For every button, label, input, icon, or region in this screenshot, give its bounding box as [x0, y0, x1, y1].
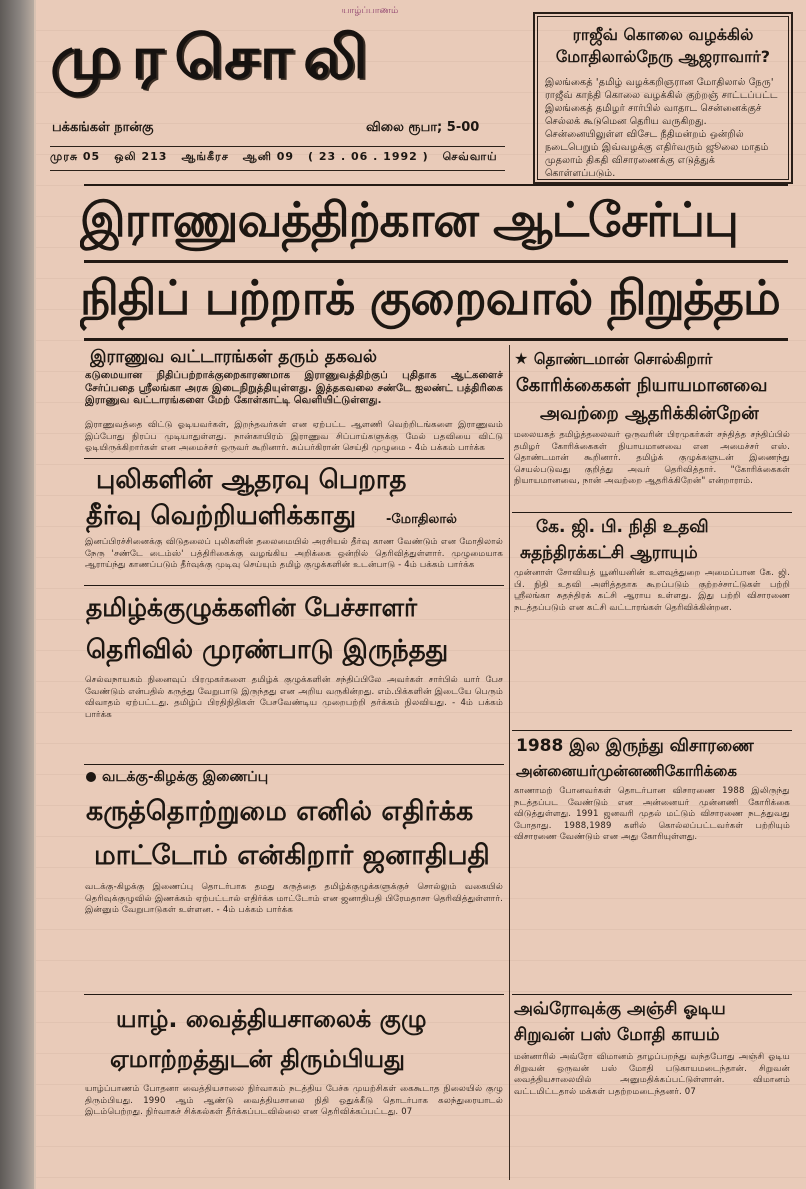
divider [512, 994, 792, 995]
divider [84, 585, 504, 586]
right2-body: முன்னாள் சோவியத் யூனியனின் உளவுத்துறை அமைப்பான கே. ஜி. பி. நிதி உதவி அளித்ததாக கூறப்படும் குற்றச்சாட்டுகள் பற்றி ஸ்ரீலங்கா சுதந்திரக் கட்சி ஆராய உள்ளது. இது பற்றி விசாரணை நடத்தப்படும் என கட்சி வட்டாரங்கள் தெரிவிக்கின்றன. [514, 568, 790, 613]
story4-body: வடக்கு-கிழக்கு இணைப்பு தொடர்பாக தமது கருத்தை தமிழ்க்குழுக்களுக்குச் சொல்லும் வகையில் தெரிவுக்குழுவில் இணக்கம் ஏற்பட்டால் எதிர்க்க மாட்டோம் என ஜனாதிபதி பிரேமதாசா தெரிவித்துள்ளார். இன்னும் வேறுபாடுகள் உள்ளன. - 4ம் பக்கம் பார்க்க [85, 882, 503, 915]
dateline [50, 150, 500, 165]
right2-headline-1: கே. ஜி. பி. நிதி உதவி [536, 517, 709, 537]
right4-body: மன்னாரில் அவ்ரோ விமானம் தாழப்பறந்து வந்தபோது அஞ்சி ஓடிய சிறுவன் ஒருவன் பஸ் மோதி படுகாயமடைந்தான். சிறுவன் வைத்தியசாலையில் அனுமதிக்கப்பட்டுள்ளான். விமானம் வட்டமிட்டதால் மக்கள் பதற்றமடைந்தனர். 07 [514, 1052, 790, 1097]
right2-headline-2: சுதந்திரக்கட்சி ஆராயும் [520, 543, 698, 563]
story5-body: யாழ்ப்பாணம் போதனா வைத்தியசாலை நிர்வாகம் நடத்திய பேச்சு முயற்சிகள் கைகூடாத நிலையில் குழு திரும்பியது. 1990 ஆம் ஆண்டு வைத்தியசாலை நிதி ஒதுக்கீடு தொடர்பாக கலந்துரையாடல் இடம்பெற்றது. நிர்வாகச் சிக்கல்கள் தீர்க்கப்படவில்லை என தெரிவிக்கப்பட்டது. 07 [85, 1084, 503, 1117]
divider [50, 146, 505, 147]
right1-headline-2: அவற்றை ஆதரிக்கின்றேன் [540, 403, 759, 424]
right1-kicker [514, 348, 790, 370]
right1-headline-1: கோரிக்கைகள் நியாயமானவை [516, 375, 768, 396]
star-icon: ★ [514, 349, 534, 368]
story5-headline-1: யாழ். வைத்தியசாலைக் குழு [116, 1005, 427, 1033]
issue: ஒலி 213 [114, 150, 168, 163]
divider [84, 338, 788, 341]
story5-headline-2: ஏமாற்றத்துடன் திரும்பியது [110, 1045, 405, 1073]
right4-headline-2: சிறுவன் பஸ் மோதி காயம் [514, 1025, 720, 1045]
top-box-body: இலங்கைத் 'தமிழ் வழக்கறிஞரான மோதிலால் நேரு' ராஜீவ் காந்தி கொலை வழக்கில் குற்றஞ் சாட்டப்பட்ட இலங்கைத் தமிழர் சார்பில் வாதாட சென்னைக்குச் செல்லக் கூடுமென தெரிய வருகிறது. சென்னையிலுள்ள விசேட நீதிமன்றம் ஒன்றில் நடைபெறும் இவ்வழக்கு எதிர்வரும் ஜூலை மாதம் முதலாம் திகதி விசாரணைக்கு எடுத்துக் கொள்ளப்படும். [545, 77, 778, 179]
lead-headline-2: நிதிப் பற்றாக் குறைவால் நிறுத்தம் [80, 271, 780, 326]
divider [512, 512, 792, 513]
story2-body: இனப்பிரச்சினைக்கு விடுதலைப் புலிகளின் தலைமையில் அரசியல் தீர்வு காண வேண்டும் என மோதிலால் நேரு 'சண்டே டைம்ஸ்' பத்திரிகைக்கு வழங்கிய அறிக்கை ஒன்றில் தெரிவித்துள்ளார். முழுமையாக ஆராய்ந்து காணப்படும் தீர்வுக்கு முடிவு செய்யும் தமிழ் குழுக்களின் உடன்பாடு - 4ம் பக்கம் பார்க்க [85, 537, 503, 570]
bullet-icon [86, 772, 96, 782]
masthead-logo: முரசொலி [50, 23, 378, 93]
story4-headline-2: மாட்டோம் என்கிறார் ஜனாதிபதி [94, 840, 490, 871]
divider [512, 730, 792, 731]
weekday: செவ்வாய் [442, 150, 498, 163]
right3-headline-1: 1988 இல இருந்து விசாரணை [516, 736, 754, 756]
right3-body: காணாமற் போனவர்கள் தொடர்பான விசாரணை 1988 இலிருந்து நடத்தப்பட வேண்டும் என அன்னையர் முன்னணி கோரிக்கை விடுத்துள்ளது. 1991 ஜனவரி முதல் மட்டும் விசாரணை நடத்துவது போதாது. 1988,1989 களில் கொல்லப்பட்டவர்கள் பற்றியும் விசாரணை வேண்டும் என அது கோரியுள்ளது. [514, 786, 790, 842]
library-stamp: யாழ்ப்பாணம் [341, 6, 399, 16]
date: ( 23 . 06 . 1992 ) [308, 150, 429, 163]
story3-headline-1: தமிழ்க்குழுக்களின் பேச்சாளர் [86, 593, 418, 622]
divider [84, 764, 504, 765]
column-divider [509, 345, 510, 1180]
top-box-headline: ராஜீவ் கொலை வழக்கில் மோதிலால்நேரு ஆஜராவார்? [555, 25, 771, 66]
scan-gutter [0, 0, 34, 1189]
lead-body: இராணுவத்தை விட்டு ஓடியவர்கள், இறந்தவர்கள் என ஏற்பட்ட ஆளணி வெற்றிடங்களை இராணுவம் இப்போது நிரப்ப முடியாதுள்ளது. நான்காயிரம் இராணுவ சிப்பாய்களுக்கு மேல் பதவியை விட்டு ஓடியிருக்கிறார்கள் என அமைச்சர் ஒருவர் கூறினார். சுப்பர்கிரான் செய்தி முழுமை - 4ம் பக்கம் பார்க்க [85, 420, 503, 453]
volume: முரசு 05 [50, 150, 101, 163]
right1-body: மலையகத் தமிழ்த்தலைவர் ஒருவரின் பிரமுகர்கள் சந்தித்த சந்திப்பில் தமிழர் கோரிக்கைகள் நியாயமானவை என அமைச்சர் எஸ். தொண்டமான் கூறினார். தமிழ்க் குழுக்களுடன் இணைந்து செயல்படுவது குறித்து அவர் தெரிவித்தார். "கோரிக்கைகள் நியாயமானவை, நான் அவற்றை ஆதரிக்கிறேன்" என்றாராம். [514, 430, 790, 486]
lead-kicker: இராணுவ வட்டாரங்கள் தரும் தகவல் [90, 347, 378, 367]
tamil-year: ஆங்கீரச [181, 150, 229, 163]
divider [84, 458, 504, 459]
story4-kicker [86, 767, 486, 787]
story3-headline-2: தெரிவில் முரண்பாடு இருந்தது [86, 635, 449, 665]
masthead [50, 22, 480, 94]
price: விலை ரூபா; 5-00 [366, 120, 480, 135]
lead-headline-1: இராணுவத்திற்கான ஆட்சேர்ப்பு [80, 193, 738, 248]
right1-kicker-text: தொண்டமான் சொல்கிறார் [533, 350, 713, 368]
right3-headline-2: அன்னையர்முன்னணிகோரிக்கை [516, 762, 737, 780]
divider [50, 170, 505, 171]
story2-byline: -மோதிலால் [386, 512, 457, 527]
top-box-story [533, 12, 793, 184]
divider [84, 184, 788, 186]
page-count: பக்கங்கள் நான்கு [52, 120, 154, 135]
divider [84, 994, 504, 995]
right4-headline-1: அவ்ரோவுக்கு அஞ்சி ஓடிய [514, 999, 726, 1019]
divider [84, 260, 788, 263]
story2-headline-2: தீர்வு வெற்றியளிக்காது [86, 501, 357, 531]
tamil-date: ஆனி 09 [242, 150, 295, 163]
story2-headline-1: புலிகளின் ஆதரவு பெறாத [96, 465, 407, 495]
story4-kicker-text: வடக்கு-கிழக்கு இணைப்பு [102, 769, 269, 785]
story3-body: செல்வநாயகம் நினைவுப் பிரமுகர்களை தமிழ்க் குழுக்களின் சந்திப்பிலே அவர்கள் சார்பில் யார் பேச வேண்டும் என்பதில் கருத்து வேறுபாடு இருந்தது என அறிய வருகின்றது. எம்.பிக்களின் இடையே பெரும் விவாதம் ஏற்பட்டது. தமிழ்ப் பிரதிநிதிகள் பேசவேண்டிய முறைபற்றி தர்க்கம் நிலவியது. - 4ம் பக்கம் பார்க்க [85, 675, 503, 720]
story4-headline-1: கருத்தொற்றுமை எனில் எதிர்க்க [86, 796, 474, 827]
lead-intro: கடுமையான நிதிப்பற்றாக்குறைகாரணமாக இராணுவத்திற்குப் புதிதாக ஆட்களைச் சேர்ப்பதை ஸ்ரீலங்கா அரசு இடைநிறுத்தியுள்ளது. இத்தகவலை சண்டே ஐலண்ட் பத்திரிகை இராணுவ வட்டாரங்களை மேற் கோள்காட்டி வெளியிட்டுள்ளது. [85, 370, 503, 406]
